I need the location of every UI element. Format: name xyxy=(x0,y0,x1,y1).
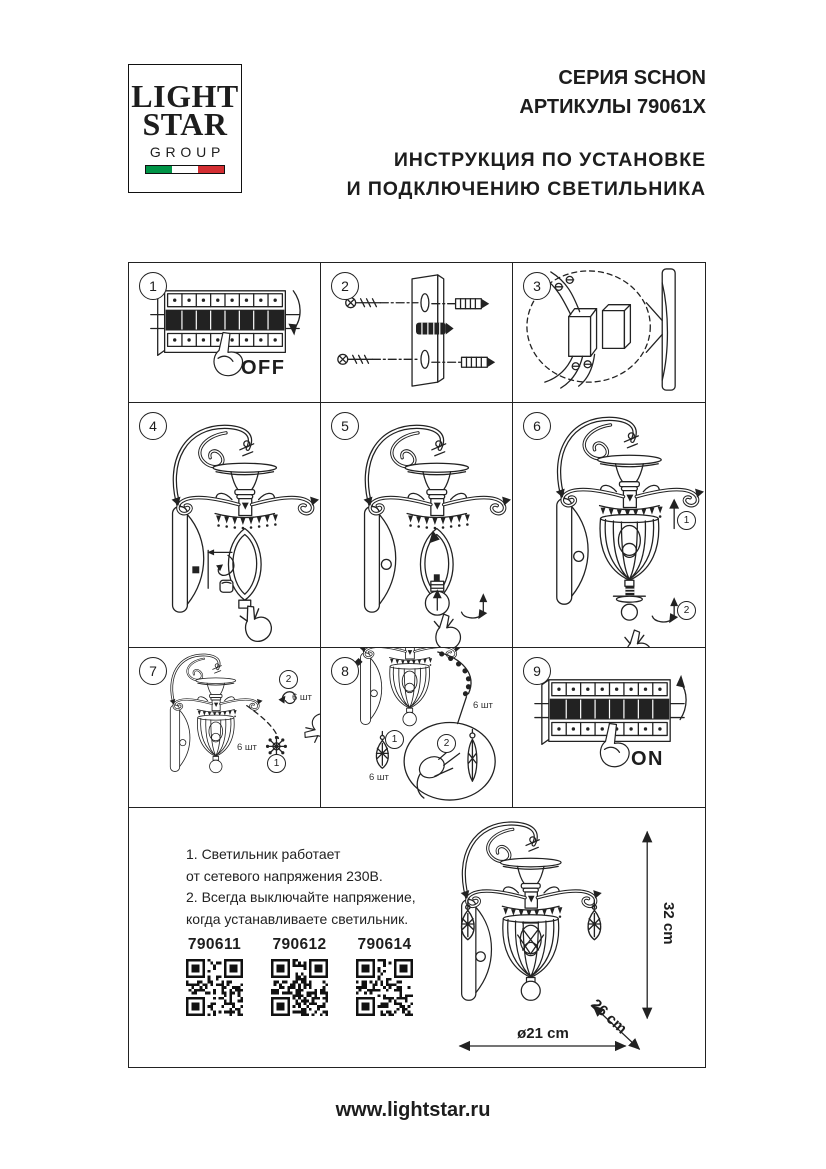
logo-word-star: STAR xyxy=(142,105,228,142)
step-number-badge: 3 xyxy=(523,272,551,300)
articles-title: АРТИКУЛЫ 79061X xyxy=(519,96,706,119)
note-line-1: 1. Светильник работает xyxy=(186,846,341,862)
instruction-title-line1: ИНСТРУКЦИЯ ПО УСТАНОВКЕ xyxy=(393,148,706,171)
quantity-label: 6 шт xyxy=(473,700,493,711)
step-panel-8 xyxy=(321,648,513,808)
flag-green xyxy=(146,166,172,173)
series-title: СЕРИЯ SCHON xyxy=(558,67,706,89)
step-panel-4 xyxy=(129,403,321,648)
step-panel-9 xyxy=(513,648,705,808)
step-panel-7 xyxy=(129,648,321,808)
quantity-label: 6 шт xyxy=(369,772,389,783)
article-number-3: 790614 xyxy=(357,936,412,953)
step-badge-2: 2 xyxy=(279,670,298,689)
article-number-1: 790611 xyxy=(187,936,242,953)
quantity-label: 6 шт xyxy=(292,692,312,703)
instruction-title-line2: И ПОДКЛЮЧЕНИЮ СВЕТИЛЬНИКА xyxy=(346,178,706,201)
step-panel-6 xyxy=(513,403,705,648)
step-panel-1 xyxy=(129,263,321,403)
logo-word-group: GROUP xyxy=(149,144,226,161)
sconce-mounting-illustration xyxy=(129,403,320,647)
flag-white xyxy=(172,166,198,173)
step-number-badge: 1 xyxy=(139,272,167,300)
step-badge-1: 1 xyxy=(267,754,286,773)
on-label: ON xyxy=(631,748,664,770)
italy-flag xyxy=(145,165,225,174)
dimension-depth-label: 26 cm xyxy=(587,996,631,1038)
off-label: OFF xyxy=(241,357,286,379)
info-panel xyxy=(129,808,705,1067)
header xyxy=(347,64,706,204)
step-panel-2 xyxy=(321,263,513,403)
step-number-badge: 2 xyxy=(331,272,359,300)
step-badge-2: 2 xyxy=(437,734,456,753)
article-number-2: 790612 xyxy=(272,936,327,953)
step-number-badge: 5 xyxy=(331,412,359,440)
flag-red xyxy=(198,166,224,173)
step-panel-5 xyxy=(321,403,513,648)
website-footer: www.lightstar.ru xyxy=(335,1099,491,1121)
dimension-height-label: 32 cm xyxy=(660,902,677,945)
step-badge-2: 2 xyxy=(677,601,696,620)
note-line-4: когда устанавливаете светильник. xyxy=(186,910,409,927)
step-number-badge: 8 xyxy=(331,657,359,685)
logo-box xyxy=(128,64,242,193)
dimension-diameter-label: ø21 cm xyxy=(517,1025,569,1042)
bulb-installation-illustration xyxy=(321,403,512,647)
instruction-grid xyxy=(128,262,706,1068)
logo-word-light: LIGHT xyxy=(131,77,239,114)
quantity-label: 6 шт xyxy=(237,742,257,753)
step-number-badge: 6 xyxy=(523,412,551,440)
step-number-badge: 4 xyxy=(139,412,167,440)
step-badge-1: 1 xyxy=(677,511,696,530)
note-line-3: 2. Всегда выключайте напряжение, xyxy=(186,889,416,905)
step-number-badge: 7 xyxy=(139,657,167,685)
step-panel-3 xyxy=(513,263,705,403)
note-line-2: от сетевого напряжения 230В. xyxy=(186,867,383,884)
step-badge-1: 1 xyxy=(385,730,404,749)
step-number-badge: 9 xyxy=(523,657,551,685)
